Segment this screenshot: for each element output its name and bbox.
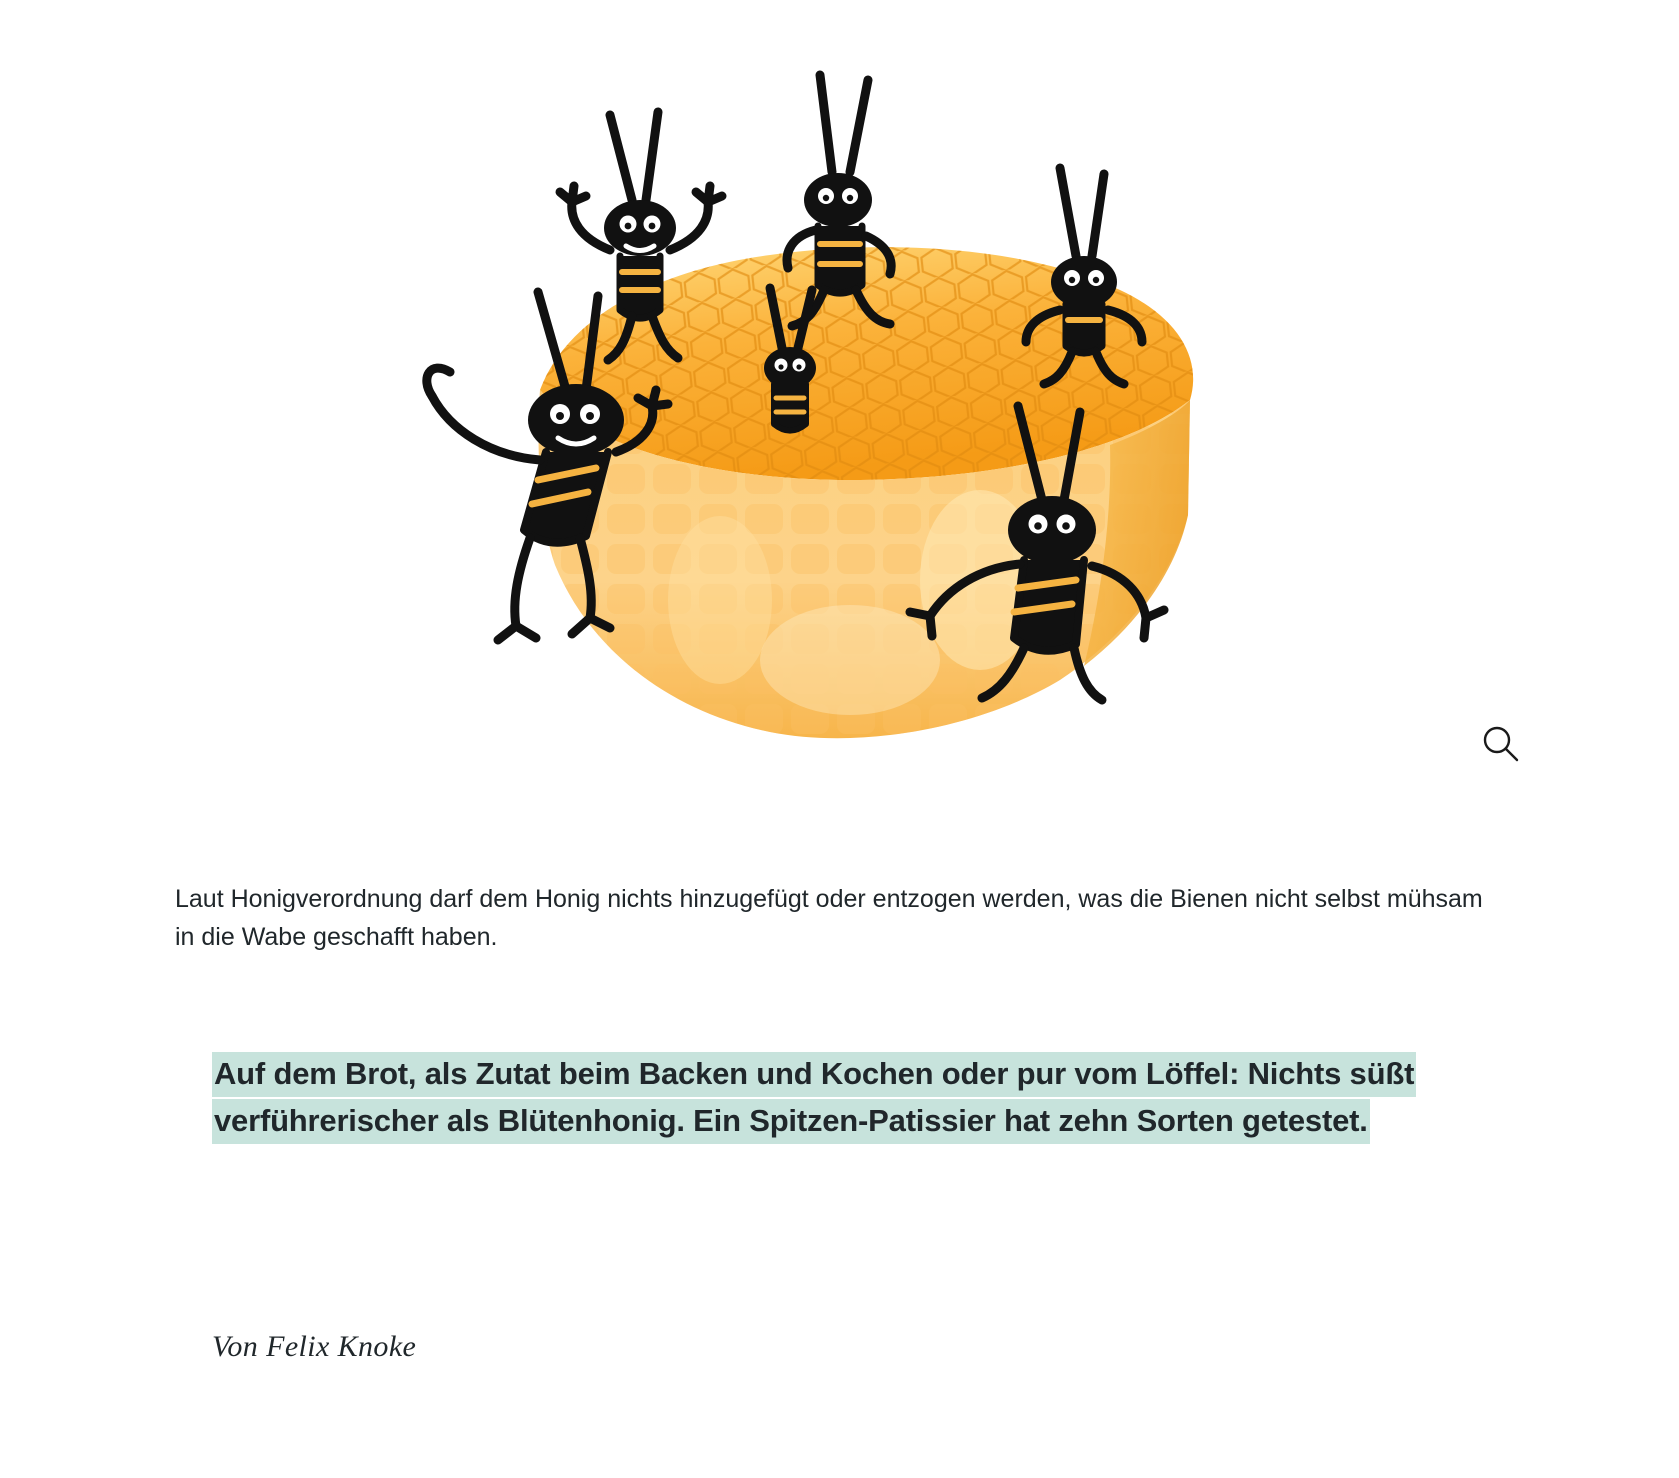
search-icon bbox=[1478, 722, 1522, 766]
article-lead-container bbox=[212, 1050, 1502, 1144]
honeycomb-illustration bbox=[420, 60, 1240, 780]
article-lead bbox=[212, 1050, 1502, 1144]
article-byline: Von Felix Knoke bbox=[212, 1330, 417, 1363]
zoom-image-button[interactable] bbox=[1478, 722, 1522, 766]
image-caption: Laut Honigverordnung darf dem Honig nichts hinzugefügt oder entzogen werden, was die Bienen nicht selbst mühsam in die Wabe geschafft haben. bbox=[175, 885, 1483, 951]
article-lead-text: Auf dem Brot, als Zutat beim Backen und Kochen oder pur vom Löffel: Nichts süßt verführerischer als Blütenhonig. Ein Spitzen-Patissier hat zehn Sorten getestet. bbox=[212, 1052, 1416, 1144]
